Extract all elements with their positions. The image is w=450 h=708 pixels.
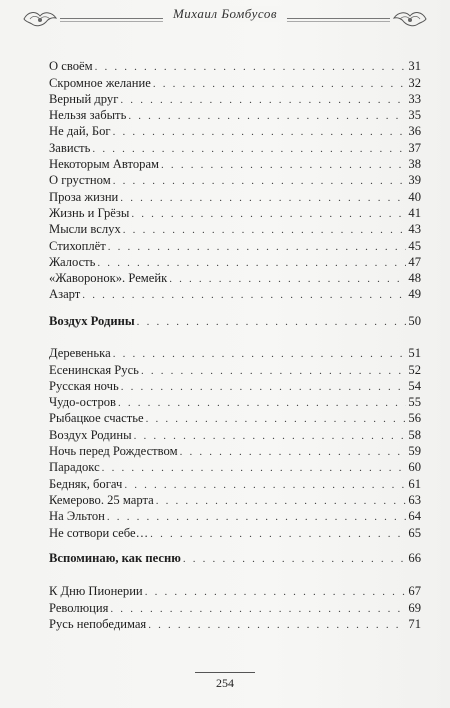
- entry-title: О грустном: [49, 173, 111, 188]
- section-heading[interactable]: [49, 550, 421, 566]
- entry-page: 69: [408, 600, 421, 615]
- toc-entry[interactable]: [49, 156, 421, 172]
- entry-title: Проза жизни: [49, 189, 119, 204]
- dot-leader: [113, 348, 407, 361]
- entry-title: Скромное желание: [49, 75, 151, 90]
- entry-title: О своём: [49, 59, 93, 74]
- toc-entry[interactable]: [49, 475, 421, 491]
- entry-title: Русская ночь: [49, 378, 119, 393]
- toc-entry[interactable]: [49, 270, 421, 286]
- section-heading[interactable]: [49, 313, 421, 329]
- dot-leader: [169, 273, 406, 286]
- dot-leader: [145, 586, 407, 599]
- toc-entry[interactable]: [49, 74, 421, 90]
- entry-page: 41: [408, 205, 421, 220]
- section-page: 66: [408, 551, 421, 566]
- entry-page: 49: [408, 287, 421, 302]
- entry-title: Воздух Родины: [49, 427, 132, 442]
- entry-title: К Дню Пионерии: [49, 584, 143, 599]
- toc-entry[interactable]: [49, 492, 421, 508]
- entry-title: Не дай, Бог: [49, 124, 111, 139]
- dot-leader: [123, 224, 407, 237]
- dot-leader: [118, 397, 406, 410]
- entry-page: 38: [408, 157, 421, 172]
- running-header: [22, 6, 428, 32]
- dot-leader: [134, 430, 407, 443]
- dot-leader: [146, 413, 407, 426]
- entry-page: 40: [408, 189, 421, 204]
- dot-leader: [161, 159, 406, 172]
- section-page: 50: [408, 314, 421, 329]
- entry-page: 32: [408, 75, 421, 90]
- entry-page: 60: [408, 460, 421, 475]
- toc-entry[interactable]: [49, 394, 421, 410]
- entry-title: Русь непобедимая: [49, 616, 147, 631]
- entry-title: Парадокс: [49, 460, 100, 475]
- entry-page: 52: [408, 362, 421, 377]
- entry-title: Верный друг: [49, 91, 119, 106]
- entry-page: 55: [408, 395, 421, 410]
- entry-page: 36: [408, 124, 421, 139]
- entry-page: 43: [408, 222, 421, 237]
- toc-group-1: [49, 58, 421, 302]
- entry-title: Нельзя забыть: [49, 108, 127, 123]
- dot-leader: [97, 257, 406, 270]
- entry-page: 51: [408, 346, 421, 361]
- toc-entry[interactable]: [49, 172, 421, 188]
- entry-page: 63: [408, 492, 421, 507]
- entry-title: Зависть: [49, 140, 91, 155]
- dot-leader: [102, 462, 407, 475]
- toc-entry[interactable]: [49, 237, 421, 253]
- dot-leader: [150, 528, 406, 541]
- dot-leader: [107, 511, 407, 524]
- dot-leader: [120, 94, 406, 107]
- dot-leader: [108, 241, 407, 254]
- dot-leader: [82, 289, 406, 302]
- entry-page: 65: [408, 525, 421, 540]
- toc-entry[interactable]: [49, 345, 421, 361]
- entry-page: 33: [408, 91, 421, 106]
- entry-page: 67: [408, 584, 421, 599]
- toc-entry[interactable]: [49, 378, 421, 394]
- toc-entry[interactable]: [49, 123, 421, 139]
- toc-entry[interactable]: [49, 286, 421, 302]
- dot-leader: [120, 192, 406, 205]
- floral-ornament-icon: [392, 8, 428, 30]
- entry-title: Азарт: [49, 287, 81, 302]
- dot-leader: [113, 175, 407, 188]
- toc-entry[interactable]: [49, 221, 421, 237]
- entry-title: «Жаворонок». Ремейк: [49, 271, 168, 286]
- dot-leader: [92, 143, 406, 156]
- dot-leader: [137, 316, 407, 329]
- section-title: Воздух Родины: [49, 314, 135, 329]
- toc-entry[interactable]: [49, 443, 421, 459]
- toc-entry[interactable]: [49, 361, 421, 377]
- dot-leader: [183, 553, 407, 566]
- entry-page: 58: [408, 427, 421, 442]
- toc-entry[interactable]: [49, 599, 421, 615]
- toc-entry[interactable]: [49, 139, 421, 155]
- toc-entry[interactable]: [49, 91, 421, 107]
- entry-page: 48: [408, 271, 421, 286]
- dot-leader: [180, 446, 407, 459]
- footer-rule: [195, 672, 255, 673]
- toc-entry[interactable]: [49, 583, 421, 599]
- entry-page: 59: [408, 444, 421, 459]
- entry-page: 64: [408, 509, 421, 524]
- entry-title: Деревенька: [49, 346, 111, 361]
- toc-entry[interactable]: [49, 426, 421, 442]
- toc-entry[interactable]: [49, 107, 421, 123]
- entry-title: Мысли вслух: [49, 222, 121, 237]
- entry-title: Чудо-остров: [49, 395, 116, 410]
- entry-title: Некоторым Авторам: [49, 157, 160, 172]
- entry-page: 39: [408, 173, 421, 188]
- section-title: Вспоминаю, как песню: [49, 551, 181, 566]
- entry-title: Не сотвори себе…: [49, 525, 149, 540]
- page-footer: [0, 672, 450, 691]
- dot-leader: [95, 61, 407, 74]
- running-title: Михаил Бомбусов: [163, 6, 287, 22]
- entry-page: 35: [408, 108, 421, 123]
- dot-leader: [128, 110, 406, 123]
- toc-section-2: [49, 550, 421, 566]
- dot-leader: [156, 495, 407, 508]
- entry-title: Жалость: [49, 254, 96, 269]
- entry-page: 54: [408, 378, 421, 393]
- dot-leader: [110, 603, 406, 616]
- toc-section-1: [49, 313, 421, 329]
- entry-page: 31: [408, 59, 421, 74]
- entry-title: Есенинская Русь: [49, 362, 139, 377]
- entry-title: Рыбацкое счастье: [49, 411, 144, 426]
- entry-title: Ночь перед Рождеством: [49, 444, 178, 459]
- dot-leader: [141, 365, 406, 378]
- toc-entry[interactable]: [49, 524, 421, 540]
- entry-page: 56: [408, 411, 421, 426]
- dot-leader: [113, 126, 407, 139]
- entry-page: 61: [408, 476, 421, 491]
- dot-leader: [131, 208, 406, 221]
- entry-page: 37: [408, 140, 421, 155]
- page-number: 254: [216, 676, 234, 690]
- entry-page: 47: [408, 254, 421, 269]
- toc-entry[interactable]: [49, 188, 421, 204]
- entry-page: 45: [408, 238, 421, 253]
- dot-leader: [153, 78, 407, 91]
- toc-entry[interactable]: [49, 459, 421, 475]
- floral-ornament-icon: [22, 8, 58, 30]
- entry-title: Революция: [49, 600, 109, 615]
- toc-entry[interactable]: [49, 58, 421, 74]
- dot-leader: [148, 619, 406, 632]
- entry-title: Кемерово. 25 марта: [49, 492, 154, 507]
- toc-entry[interactable]: [49, 508, 421, 524]
- entry-page: 71: [408, 616, 421, 631]
- entry-title: На Эльтон: [49, 509, 105, 524]
- toc-entry[interactable]: [49, 254, 421, 270]
- dot-leader: [124, 479, 406, 492]
- dot-leader: [121, 381, 407, 394]
- entry-title: Жизнь и Грёзы: [49, 205, 130, 220]
- toc-group-2: [49, 345, 421, 541]
- toc-group-3: [49, 583, 421, 632]
- toc-entry[interactable]: [49, 616, 421, 632]
- entry-title: Бедняк, богач: [49, 476, 123, 491]
- toc-entry[interactable]: [49, 205, 421, 221]
- toc-entry[interactable]: [49, 410, 421, 426]
- entry-title: Стихоплёт: [49, 238, 106, 253]
